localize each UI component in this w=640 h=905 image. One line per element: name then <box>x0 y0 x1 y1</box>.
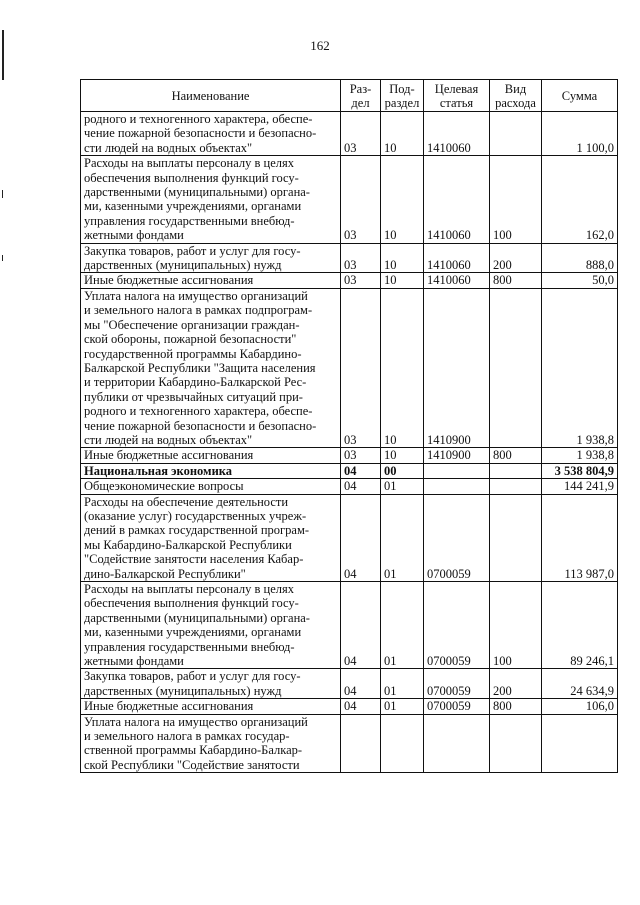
cell-name: Национальная экономика <box>81 463 341 478</box>
cell-amount: 50,0 <box>542 273 618 288</box>
cell-target: 1410060 <box>424 112 490 156</box>
cell-name: Закупка товаров, работ и услуг для госу- дарственных (муниципальных) нужд <box>81 669 341 699</box>
cell-section: 04 <box>341 463 381 478</box>
cell-expense-type: 100 <box>490 582 542 669</box>
cell-amount: 3 538 804,9 <box>542 463 618 478</box>
table-row <box>81 494 618 581</box>
header-expense-type: Вид расхода <box>490 80 542 112</box>
cell-expense-type <box>490 288 542 447</box>
cell-section: 03 <box>341 112 381 156</box>
table-header-row <box>81 80 618 112</box>
cell-section: 03 <box>341 288 381 447</box>
cell-subsection: 00 <box>381 463 424 478</box>
cell-expense-type <box>490 112 542 156</box>
cell-target: 0700059 <box>424 669 490 699</box>
cell-subsection: 10 <box>381 273 424 288</box>
cell-name: Иные бюджетные ассигнования <box>81 448 341 463</box>
cell-expense-type: 200 <box>490 669 542 699</box>
cell-amount: 888,0 <box>542 243 618 273</box>
header-amount: Сумма <box>542 80 618 112</box>
cell-amount: 1 938,8 <box>542 288 618 447</box>
cell-section: 03 <box>341 156 381 243</box>
cell-amount: 144 241,9 <box>542 479 618 494</box>
cell-amount <box>542 714 618 773</box>
cell-subsection: 10 <box>381 288 424 447</box>
cell-expense-type <box>490 714 542 773</box>
cell-name: Закупка товаров, работ и услуг для госу- дарственных (муниципальных) нужд <box>81 243 341 273</box>
cell-expense-type: 800 <box>490 448 542 463</box>
cell-amount: 1 938,8 <box>542 448 618 463</box>
scan-edge-mark <box>2 190 3 198</box>
cell-subsection <box>381 714 424 773</box>
cell-subsection: 10 <box>381 156 424 243</box>
header-subsection: Под- раздел <box>381 80 424 112</box>
cell-section: 04 <box>341 479 381 494</box>
cell-target: 0700059 <box>424 699 490 714</box>
cell-name: Расходы на обеспечение деятельности (оказание услуг) государственных учреж- дений в рамках государственной програм- мы Кабардино-Балкарской Республики "Содействие занятости населения Кабар- дино-Балкарской Республики" <box>81 494 341 581</box>
cell-section: 03 <box>341 243 381 273</box>
cell-target <box>424 463 490 478</box>
cell-subsection: 10 <box>381 112 424 156</box>
cell-expense-type <box>490 479 542 494</box>
cell-expense-type: 100 <box>490 156 542 243</box>
cell-amount: 1 100,0 <box>542 112 618 156</box>
cell-expense-type <box>490 494 542 581</box>
cell-amount: 106,0 <box>542 699 618 714</box>
cell-name: Уплата налога на имущество организаций и земельного налога в рамках подпрограм- мы "Обеспечение организации граждан- ской обороны, пожарной безопасности" государственной программы Кабардино- Балкарской Республики "Защита населения и территории Кабардино-Балкарской Рес- публики от чрезвычайных ситуаций при- родного и техногенного характера, обеспе- чение пожарной безопасности и безопасно- сти людей на водных объектах" <box>81 288 341 447</box>
cell-name: Иные бюджетные ассигнования <box>81 273 341 288</box>
cell-target: 1410060 <box>424 243 490 273</box>
table-row <box>81 669 618 699</box>
cell-target: 0700059 <box>424 494 490 581</box>
cell-section: 03 <box>341 273 381 288</box>
cell-section: 04 <box>341 494 381 581</box>
table-row <box>81 243 618 273</box>
cell-expense-type: 800 <box>490 699 542 714</box>
cell-target: 1410900 <box>424 448 490 463</box>
cell-name: Общеэкономические вопросы <box>81 479 341 494</box>
scan-edge-mark <box>2 255 3 261</box>
cell-target: 1410900 <box>424 288 490 447</box>
cell-target: 0700059 <box>424 582 490 669</box>
cell-subsection: 01 <box>381 699 424 714</box>
cell-subsection: 01 <box>381 479 424 494</box>
cell-name: Расходы на выплаты персоналу в целях обеспечения выполнения функций госу- дарственными (муниципальными) органа- ми, казенными учреждениями, органами управления государственными внебюд- жетными фондами <box>81 582 341 669</box>
cell-target: 1410060 <box>424 273 490 288</box>
cell-subsection: 10 <box>381 448 424 463</box>
table-row <box>81 156 618 243</box>
budget-table <box>80 79 618 773</box>
table-row <box>81 112 618 156</box>
table-row <box>81 699 618 714</box>
cell-target: 1410060 <box>424 156 490 243</box>
header-name: Наименование <box>81 80 341 112</box>
cell-section: 04 <box>341 699 381 714</box>
cell-amount: 89 246,1 <box>542 582 618 669</box>
cell-expense-type: 800 <box>490 273 542 288</box>
page-number: 162 <box>310 38 330 53</box>
cell-expense-type <box>490 463 542 478</box>
table-row <box>81 479 618 494</box>
cell-expense-type: 200 <box>490 243 542 273</box>
table-row <box>81 582 618 669</box>
cell-name: Расходы на выплаты персоналу в целях обеспечения выполнения функций госу- дарственными (муниципальными) органа- ми, казенными учреждениями, органами управления государственными внебюд- жетными фондами <box>81 156 341 243</box>
cell-section <box>341 714 381 773</box>
cell-target <box>424 714 490 773</box>
cell-amount: 24 634,9 <box>542 669 618 699</box>
cell-name: Иные бюджетные ассигнования <box>81 699 341 714</box>
table-row <box>81 273 618 288</box>
table-row <box>81 288 618 447</box>
cell-section: 03 <box>341 448 381 463</box>
cell-section: 04 <box>341 669 381 699</box>
table-row <box>81 463 618 478</box>
cell-subsection: 10 <box>381 243 424 273</box>
table-row <box>81 448 618 463</box>
cell-section: 04 <box>341 582 381 669</box>
cell-subsection: 01 <box>381 669 424 699</box>
header-section: Раз- дел <box>341 80 381 112</box>
cell-name: родного и техногенного характера, обеспе- чение пожарной безопасности и безопасно- сти людей на водных объектах" <box>81 112 341 156</box>
cell-subsection: 01 <box>381 582 424 669</box>
cell-amount: 162,0 <box>542 156 618 243</box>
table-row <box>81 714 618 773</box>
header-target: Целевая статья <box>424 80 490 112</box>
cell-name: Уплата налога на имущество организаций и земельного налога в рамках государ- ственной программы Кабардино-Балкар- ской Республики "Содействие занятости <box>81 714 341 773</box>
cell-amount: 113 987,0 <box>542 494 618 581</box>
cell-subsection: 01 <box>381 494 424 581</box>
cell-target <box>424 479 490 494</box>
